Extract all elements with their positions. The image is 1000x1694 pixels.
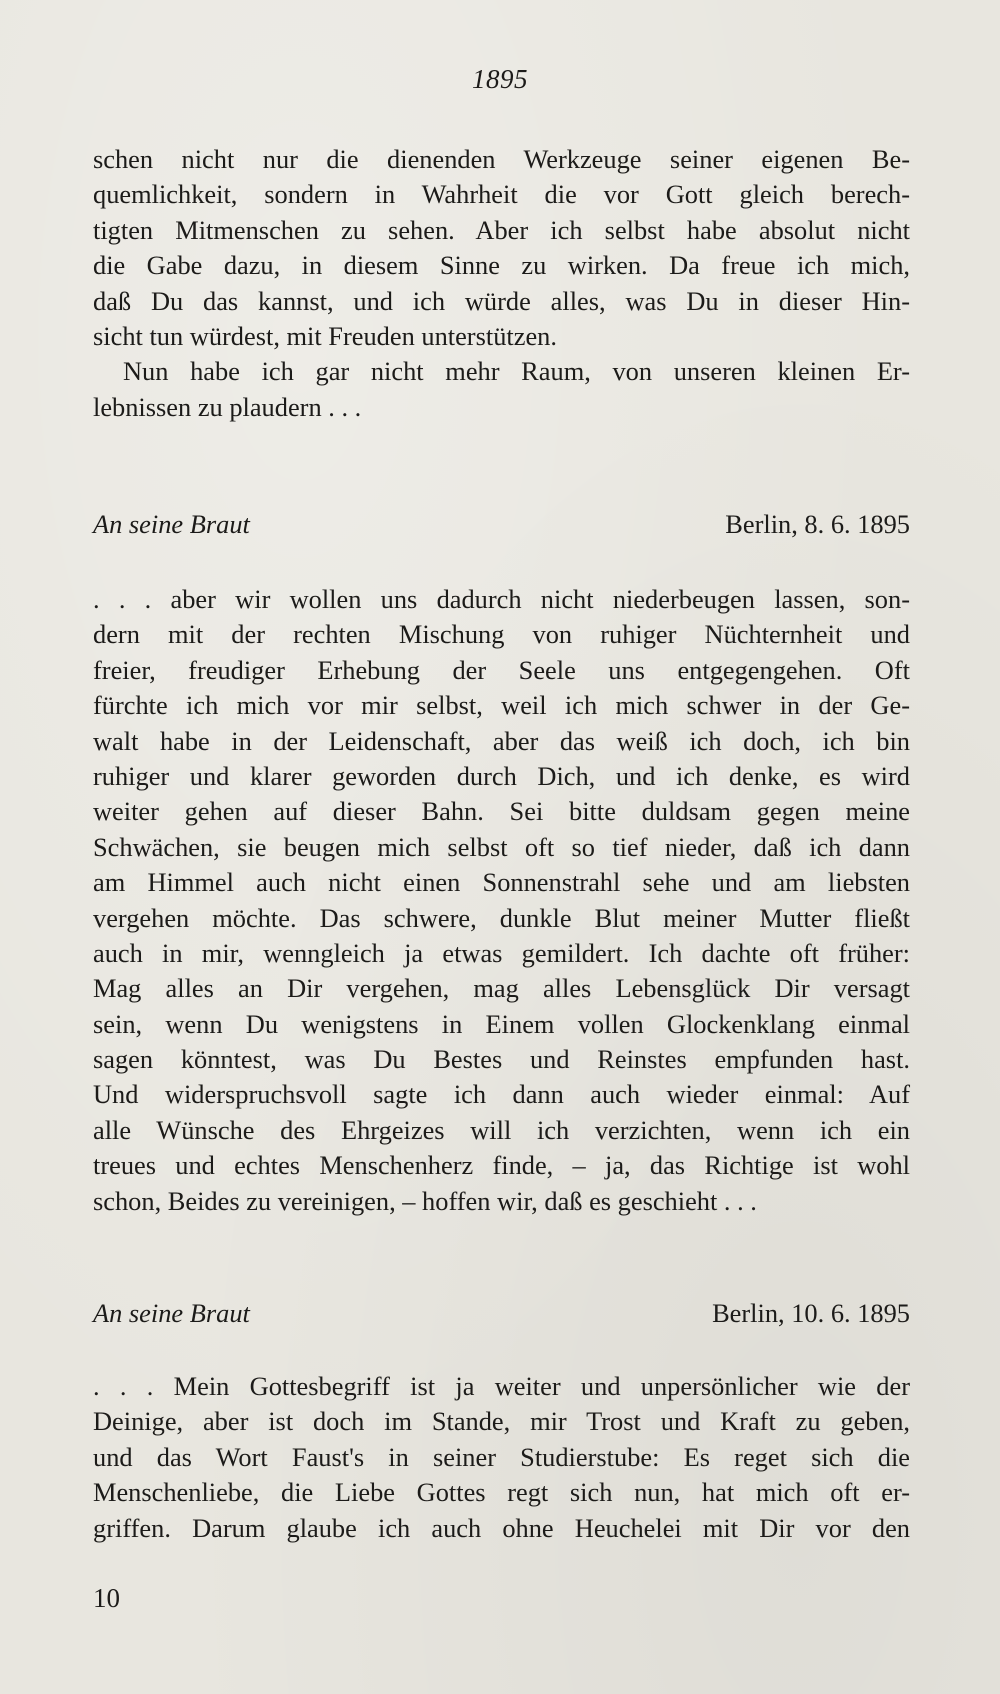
text-line: lebnissen zu plaudern . . .	[93, 391, 362, 422]
text-line: schen nicht nur die dienenden Werkzeuge seiner eigenen Be-	[93, 144, 910, 174]
text-line: dern mit der rechten Mischung von ruhiger Nüchternheit und	[93, 619, 910, 650]
text-line: treues und echtes Menschenherz finde, – ja, das Richtige ist wohl	[93, 1150, 910, 1181]
letter-place-date: Berlin, 8. 6. 1895	[725, 509, 910, 539]
text-line: quemlichkeit, sondern in Wahrheit die vor Gott gleich berech-	[93, 179, 910, 210]
text-line: Mag alles an Dir vergehen, mag alles Lebensglück Dir versagt	[93, 973, 910, 1004]
text-line: schon, Beides zu vereinigen, – hoffen wir, daß es geschieht . . .	[93, 1185, 757, 1216]
text-line: walt habe in der Leidenschaft, aber das weiß ich doch, ich bin	[93, 725, 910, 756]
text-line: fürchte ich mich vor mir selbst, weil ich mich schwer in der Ge-	[93, 690, 910, 721]
text-line: sein, wenn Du wenigstens in Einem vollen Glockenklang einmal	[93, 1008, 910, 1039]
letter-heading	[93, 1298, 910, 1334]
text-line: und das Wort Faust's in seiner Studierstube: Es reget sich die	[93, 1441, 910, 1472]
letter-place-date: Berlin, 10. 6. 1895	[712, 1298, 910, 1328]
text-line: Menschenliebe, die Liebe Gottes regt sich nun, hat mich oft er-	[93, 1477, 910, 1508]
letter-body	[93, 582, 910, 1219]
text-line: sicht tun würdest, mit Freuden unterstützen.	[93, 320, 557, 351]
text-line: . . . Mein Gottesbegriff ist ja weiter und unpersönlicher wie der	[93, 1371, 910, 1401]
text-line: tigten Mitmenschen zu sehen. Aber ich selbst habe absolut nicht	[93, 214, 910, 245]
letter-recipient: An seine Braut	[93, 1298, 250, 1328]
continued-letter-text	[93, 142, 910, 425]
text-line: ruhiger und klarer geworden durch Dich, und ich denke, es wird	[93, 760, 910, 791]
text-line: weiter gehen auf dieser Bahn. Sei bitte duldsam gegen meine	[93, 796, 910, 827]
text-line: daß Du das kannst, und ich würde alles, was Du in dieser Hin-	[93, 285, 910, 316]
text-line: Deinige, aber ist doch im Stande, mir Trost und Kraft zu geben,	[93, 1406, 910, 1437]
text-line: griffen. Darum glaube ich auch ohne Heuchelei mit Dir vor den	[93, 1512, 910, 1543]
text-line: vergehen möchte. Das schwere, dunkle Blut meiner Mutter fließt	[93, 902, 910, 933]
text-line: alle Wünsche des Ehrgeizes will ich verzichten, wenn ich ein	[93, 1114, 910, 1145]
text-line: Schwächen, sie beugen mich selbst oft so tief nieder, daß ich dann	[93, 831, 910, 862]
text-line: sagen könntest, was Du Bestes und Reinstes empfunden hast.	[93, 1044, 910, 1075]
text-line: Und widerspruchsvoll sagte ich dann auch wieder einmal: Auf	[93, 1079, 910, 1110]
letter-body	[93, 1369, 910, 1546]
letter-heading	[93, 509, 910, 545]
text-line: Nun habe ich gar nicht mehr Raum, von unseren kleinen Er-	[123, 356, 910, 387]
text-line: freier, freudiger Erhebung der Seele uns entgegengehen. Oft	[93, 654, 910, 685]
text-line: . . . aber wir wollen uns dadurch nicht niederbeugen lassen, son-	[93, 584, 910, 614]
text-line: am Himmel auch nicht einen Sonnenstrahl sehe und am liebsten	[93, 867, 910, 898]
letter-recipient: An seine Braut	[93, 509, 250, 539]
running-head-year: 1895	[472, 64, 528, 94]
text-line: auch in mir, wenngleich ja etwas gemildert. Ich dachte oft früher:	[93, 937, 910, 968]
page-number: 10	[93, 1583, 120, 1613]
text-line: die Gabe dazu, in diesem Sinne zu wirken. Da freue ich mich,	[93, 250, 910, 281]
